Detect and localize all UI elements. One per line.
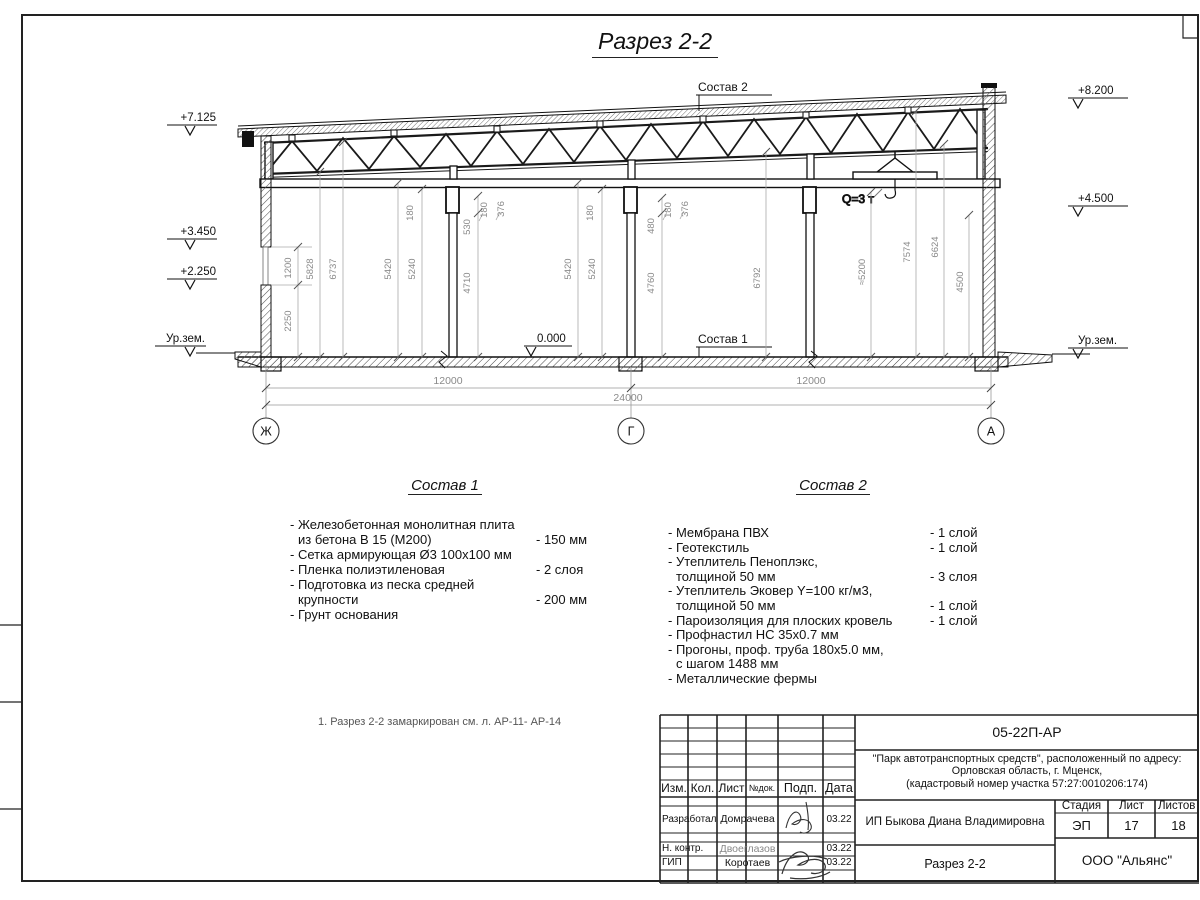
dim-12000-right: 12000 bbox=[796, 375, 826, 387]
list-item: - Утеплитель Эковер Y=100 кг/м3, bbox=[668, 583, 873, 599]
signature-developer bbox=[786, 802, 811, 833]
level-zero: 0.000 bbox=[537, 333, 566, 345]
dim-label: 1200 bbox=[283, 257, 294, 279]
dim-12000-left: 12000 bbox=[433, 375, 463, 387]
dim-label: 5240 bbox=[587, 258, 598, 280]
tb-role-developer: Разработал bbox=[662, 814, 717, 825]
apron-right bbox=[998, 352, 1052, 367]
list-item: из бетона В 15 (М200) - 150 мм bbox=[298, 532, 588, 547]
tb-sheet-label: Лист bbox=[1119, 800, 1144, 812]
axis-label-zh: Ж bbox=[260, 424, 272, 439]
level-right-ground: Ур.зем. bbox=[1078, 335, 1118, 347]
dim-label: 7574 bbox=[902, 241, 913, 263]
tb-project-line3: (кадастровый номер участка 57:27:0010206:174) bbox=[906, 777, 1148, 790]
dim-label: 4500 bbox=[955, 271, 966, 293]
list-item: - Геотекстиль - 1 слой bbox=[668, 539, 978, 555]
list-item: - Пленка полиэтиленовая - 2 слоя bbox=[290, 562, 584, 577]
dim-label: 6624 bbox=[930, 236, 941, 258]
tb-client: ИП Быкова Диана Владимировна bbox=[865, 815, 1045, 828]
tb-stage-label: Стадия bbox=[1061, 800, 1102, 812]
dim-label: 5240 bbox=[407, 258, 418, 280]
right-wall bbox=[983, 87, 995, 357]
tb-col-data: Дата bbox=[825, 781, 853, 795]
vertical-dims bbox=[271, 107, 973, 361]
list-item: - Подготовка из песка средней bbox=[290, 577, 475, 592]
tb-col-izm: Изм. bbox=[661, 781, 687, 795]
list-item: толщиной 50 мм - 3 слоя bbox=[676, 568, 978, 584]
list-item: - Прогоны, проф. труба 180х5.0 мм, bbox=[668, 641, 884, 657]
dim-label: ≈5200 bbox=[857, 258, 868, 286]
tb-name-ncontr: Двоеглазов bbox=[719, 843, 776, 855]
callout-sostav1: Состав 1 bbox=[698, 332, 748, 346]
left-wall-upper bbox=[261, 136, 271, 247]
dim-label: 530 bbox=[462, 219, 473, 235]
crane-hoist bbox=[842, 151, 937, 206]
page-title: Разрез 2-2 bbox=[505, 28, 805, 58]
composition1-title: Состав 1 bbox=[290, 478, 600, 495]
tb-name-developer: Домрачева bbox=[720, 813, 775, 825]
level-left-2: +3.450 bbox=[180, 226, 216, 238]
list-item: толщиной 50 мм - 1 слой bbox=[676, 597, 978, 613]
tb-drawing-title: Разрез 2-2 bbox=[924, 856, 986, 871]
tb-doc-number: 05-22П-АР bbox=[992, 724, 1062, 740]
level-left-3: +2.250 bbox=[180, 266, 216, 278]
callout-sostav2: Состав 2 bbox=[698, 80, 748, 94]
axis-label-g: Г bbox=[627, 424, 635, 439]
list-item: - Железобетонная монолитная плита bbox=[290, 517, 515, 532]
composition2-block bbox=[668, 478, 998, 686]
axis-label-a: А bbox=[986, 424, 996, 439]
dim-label: 376 bbox=[496, 201, 507, 217]
dim-label: 180 bbox=[663, 202, 674, 218]
tb-company: ООО "Альянс" bbox=[1081, 852, 1173, 868]
composition1-block bbox=[290, 478, 600, 622]
list-item: - Грунт основания bbox=[290, 607, 399, 622]
dim-label: 180 bbox=[585, 205, 596, 221]
crane-capacity-label: Q=3 т bbox=[842, 192, 874, 206]
tb-date-ncontr: 03.22 bbox=[826, 843, 852, 854]
foundation-left bbox=[261, 357, 281, 371]
composition2-title: Состав 2 bbox=[668, 478, 998, 495]
dim-label: 6792 bbox=[752, 267, 763, 289]
dim-label: 376 bbox=[680, 201, 691, 217]
tb-project bbox=[859, 753, 1195, 790]
sheet-frame bbox=[0, 15, 1199, 881]
list-item: - Профнастил НС 35х0.7 мм bbox=[668, 627, 839, 643]
foundation-right bbox=[975, 357, 998, 371]
tb-col-podp: Подп. bbox=[783, 781, 818, 795]
tb-sheets-label: Листов bbox=[1158, 800, 1196, 812]
tb-project-line1: "Парк автотранспортных средств", расположенный по адресу: bbox=[872, 753, 1182, 765]
dim-label: 180 bbox=[405, 205, 416, 221]
tb-name-gip: Коротаев bbox=[724, 857, 771, 869]
dim-label: 180 bbox=[479, 202, 490, 218]
roof-left-gutter bbox=[242, 131, 254, 147]
dim-label: 4760 bbox=[646, 272, 657, 294]
list-item: крупности - 200 мм bbox=[298, 592, 588, 607]
dim-24000: 24000 bbox=[613, 392, 643, 404]
level-right-1: +8.200 bbox=[1078, 85, 1114, 97]
level-right-2: +4.500 bbox=[1078, 193, 1114, 205]
tb-sheets-value: 18 bbox=[1171, 818, 1186, 833]
foundation-mid bbox=[619, 357, 642, 371]
list-item: - Утеплитель Пеноплэкс, bbox=[668, 554, 818, 570]
dim-label: 6737 bbox=[328, 258, 339, 280]
tb-col-kol: Кол. bbox=[690, 781, 715, 795]
tb-project-line2: Орловская область, г. Мценск, bbox=[951, 765, 1103, 778]
axis-bubbles bbox=[253, 418, 1004, 444]
dim-label: 5828 bbox=[305, 258, 316, 280]
tb-date-gip: 03.22 bbox=[826, 857, 852, 868]
list-item: с шагом 1488 мм bbox=[676, 656, 779, 672]
crane-hook bbox=[885, 190, 896, 198]
drawing-note: 1. Разрез 2-2 замаркирован см. л. АР-11- АР-14 bbox=[318, 716, 562, 728]
list-item: - Сетка армирующая Ø3 100х100 мм bbox=[290, 547, 512, 562]
floor-slab bbox=[196, 351, 1090, 371]
list-item: - Металлические фермы bbox=[668, 670, 817, 686]
tb-role-gip: ГИП bbox=[662, 857, 682, 868]
dim-label: 5420 bbox=[563, 258, 574, 280]
dim-label: 5420 bbox=[383, 258, 394, 280]
left-wall-lower bbox=[261, 285, 271, 357]
level-left-ground: Ур.зем. bbox=[165, 333, 205, 345]
tb-col-list: Лист bbox=[718, 781, 745, 795]
tb-col-ndok: №док. bbox=[748, 783, 776, 793]
tb-date-developer: 03.22 bbox=[826, 814, 852, 825]
tb-sheet-value: 17 bbox=[1124, 818, 1139, 833]
list-item: - Мембрана ПВХ - 1 слой bbox=[668, 525, 978, 540]
level-left-1: +7.125 bbox=[180, 112, 216, 124]
dim-label: 4710 bbox=[462, 272, 473, 294]
dim-label: 2250 bbox=[283, 310, 294, 332]
tb-stage-value: ЭП bbox=[1072, 818, 1091, 833]
list-item: - Пароизоляция для плоских кровель - 1 слой bbox=[668, 612, 978, 628]
tb-role-ncontr: Н. контр. bbox=[662, 843, 704, 854]
dim-label: 480 bbox=[646, 218, 657, 234]
left-wall-window-band bbox=[263, 247, 268, 285]
